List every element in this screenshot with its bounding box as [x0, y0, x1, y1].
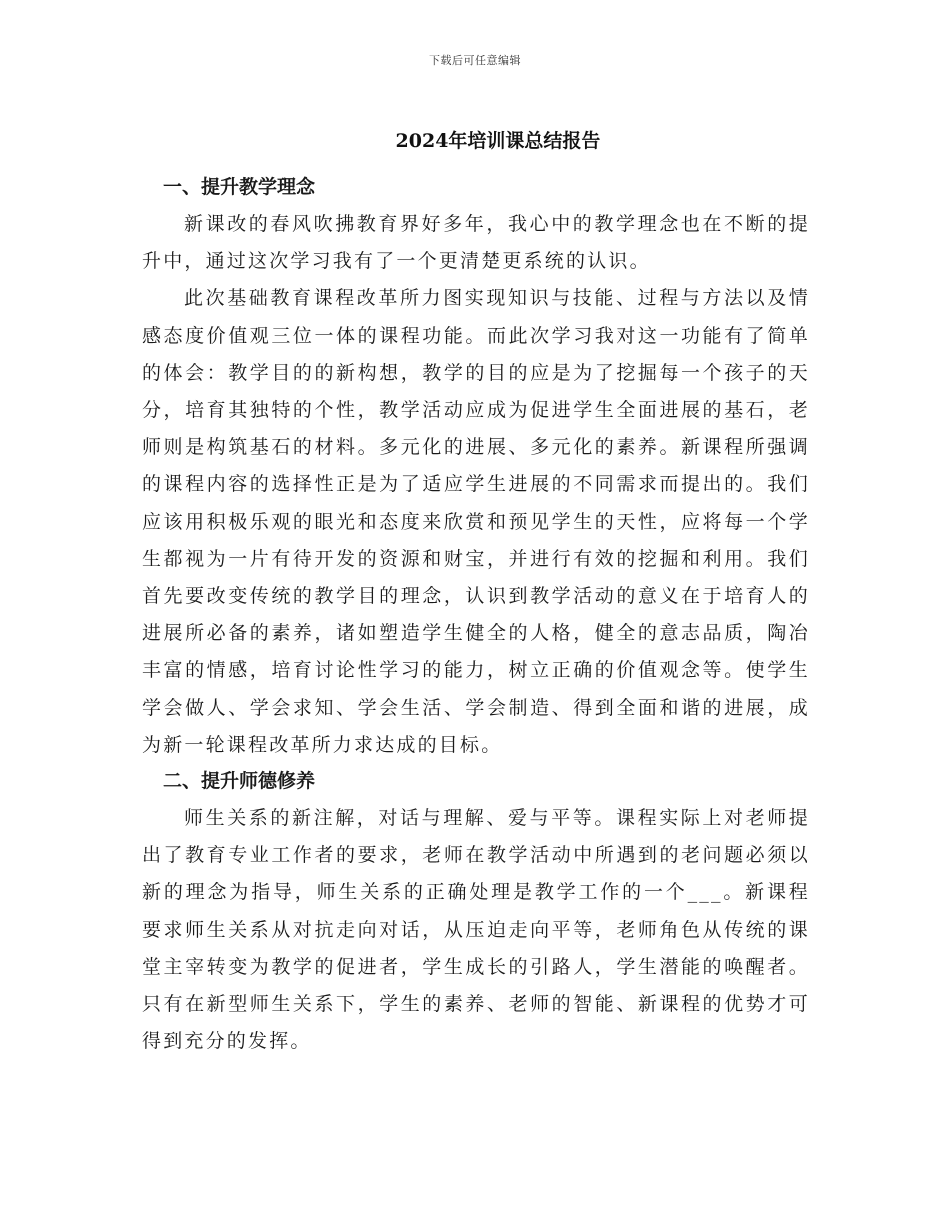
section-heading: 二、提升师德修养: [163, 770, 316, 793]
document-body: [142, 170, 810, 1060]
paragraph: 此次基础教育课程改革所力图实现知识与技能、过程与方法以及情感态度价值观三位一体的课程功能。而此次学习我对这一功能有了简单的体会：教学目的的新构想，教学的目的应是为了挖掘每一个孩子的天分，培育其独特的个性，教学活动应成为促进学生全面进展的基石，老师则是构筑基石的材料。多元化的进展、多元化的素养。新课程所强调的课程内容的选择性正是为了适应学生进展的不同需求而提出的。我们应该用积极乐观的眼光和态度来欣赏和预见学生的天性，应将每一个学生都视为一片有待开发的资源和财宝，并进行有效的挖掘和利用。我们首先要改变传统的教学目的理念，认识到教学活动的意义在于培育人的进展所必备的素养，诸如塑造学生健全的人格，健全的意志品质，陶冶丰富的情感，培育讨论性学习的能力，树立正确的价值观念等。使学生学会做人、学会求知、学会生活、学会制造、得到全面和谐的进展，成为新一轮课程改革所力求达成的目标。: [142, 287, 810, 756]
section-2: [142, 764, 810, 1060]
paragraph: 师生关系的新注解，对话与理解、爱与平等。课程实际上对老师提出了教育专业工作者的要求，老师在教学活动中所遇到的老问题必须以新的理念为指导，师生关系的正确处理是教学工作的一个___。新课程要求师生关系从对抗走向对话，从压迫走向平等，老师角色从传统的课堂主宰转变为教学的促进者，学生成长的引路人，学生潜能的唤醒者。只有在新型师生关系下，学生的素养、老师的智能、新课程的优势才可得到充分的发挥。: [142, 807, 810, 1053]
section-heading: 一、提升教学理念: [163, 176, 316, 198]
paragraph: 新课改的春风吹拂教育界好多年，我心中的教学理念也在不断的提升中，通过这次学习我有了一个更清楚更系统的认识。: [142, 213, 810, 273]
section-1: [142, 170, 810, 764]
document-title: 2024年培训课总结报告: [395, 130, 601, 152]
header-note: 下载后可任意编辑: [429, 54, 521, 67]
